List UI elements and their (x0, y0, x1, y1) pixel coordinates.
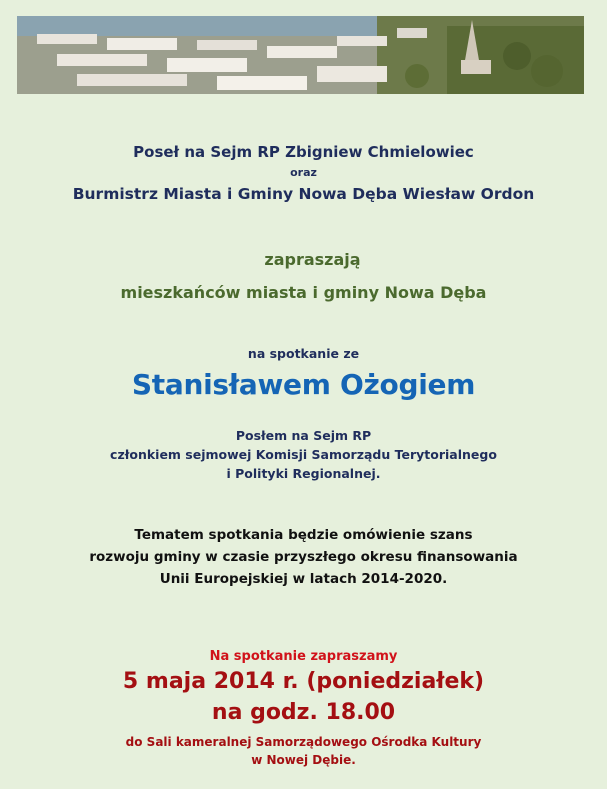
invite-line-1: zapraszają (264, 250, 361, 269)
meeting-time: na godz. 18.00 (211, 700, 396, 725)
town-aerial-illustration (17, 16, 584, 94)
meeting-date: 5 maja 2014 r. (poniedziałek) (122, 669, 485, 694)
invite-line-2: mieszkańców miasta i gminy Nowa Dęba (120, 283, 487, 302)
header-line-3: Burmistrz Miasta i Gminy Nowa Dęba Wiesław Ordon (72, 185, 535, 203)
topic-line-1: Tematem spotkania będzie omówienie szans (134, 527, 473, 543)
meeting-intro: na spotkanie ze (247, 346, 360, 361)
header-line-1: Poseł na Sejm RP Zbigniew Chmielowiec (133, 143, 474, 161)
meeting-place-1: do Sali kameralnej Samorządowego Ośrodka Kultury (125, 735, 482, 749)
meeting-place-2: w Nowej Dębie. (251, 753, 356, 767)
topic-line-2: rozwoju gminy w czasie przyszłego okresu finansowania (89, 549, 518, 565)
guest-role-2: członkiem sejmowej Komisji Samorządu Terytorialnego (110, 447, 497, 462)
town-aerial-photo (17, 16, 584, 94)
header-line-2: oraz (290, 166, 317, 179)
guest-role-3: i Polityki Regionalnej. (226, 466, 381, 481)
guest-role-1: Posłem na Sejm RP (235, 428, 372, 443)
details-line-1: Na spotkanie zapraszamy (209, 649, 398, 664)
topic-line-3: Unii Europejskiej w latach 2014-2020. (159, 571, 448, 587)
guest-name: Stanisławem Ożogiem (131, 368, 476, 401)
